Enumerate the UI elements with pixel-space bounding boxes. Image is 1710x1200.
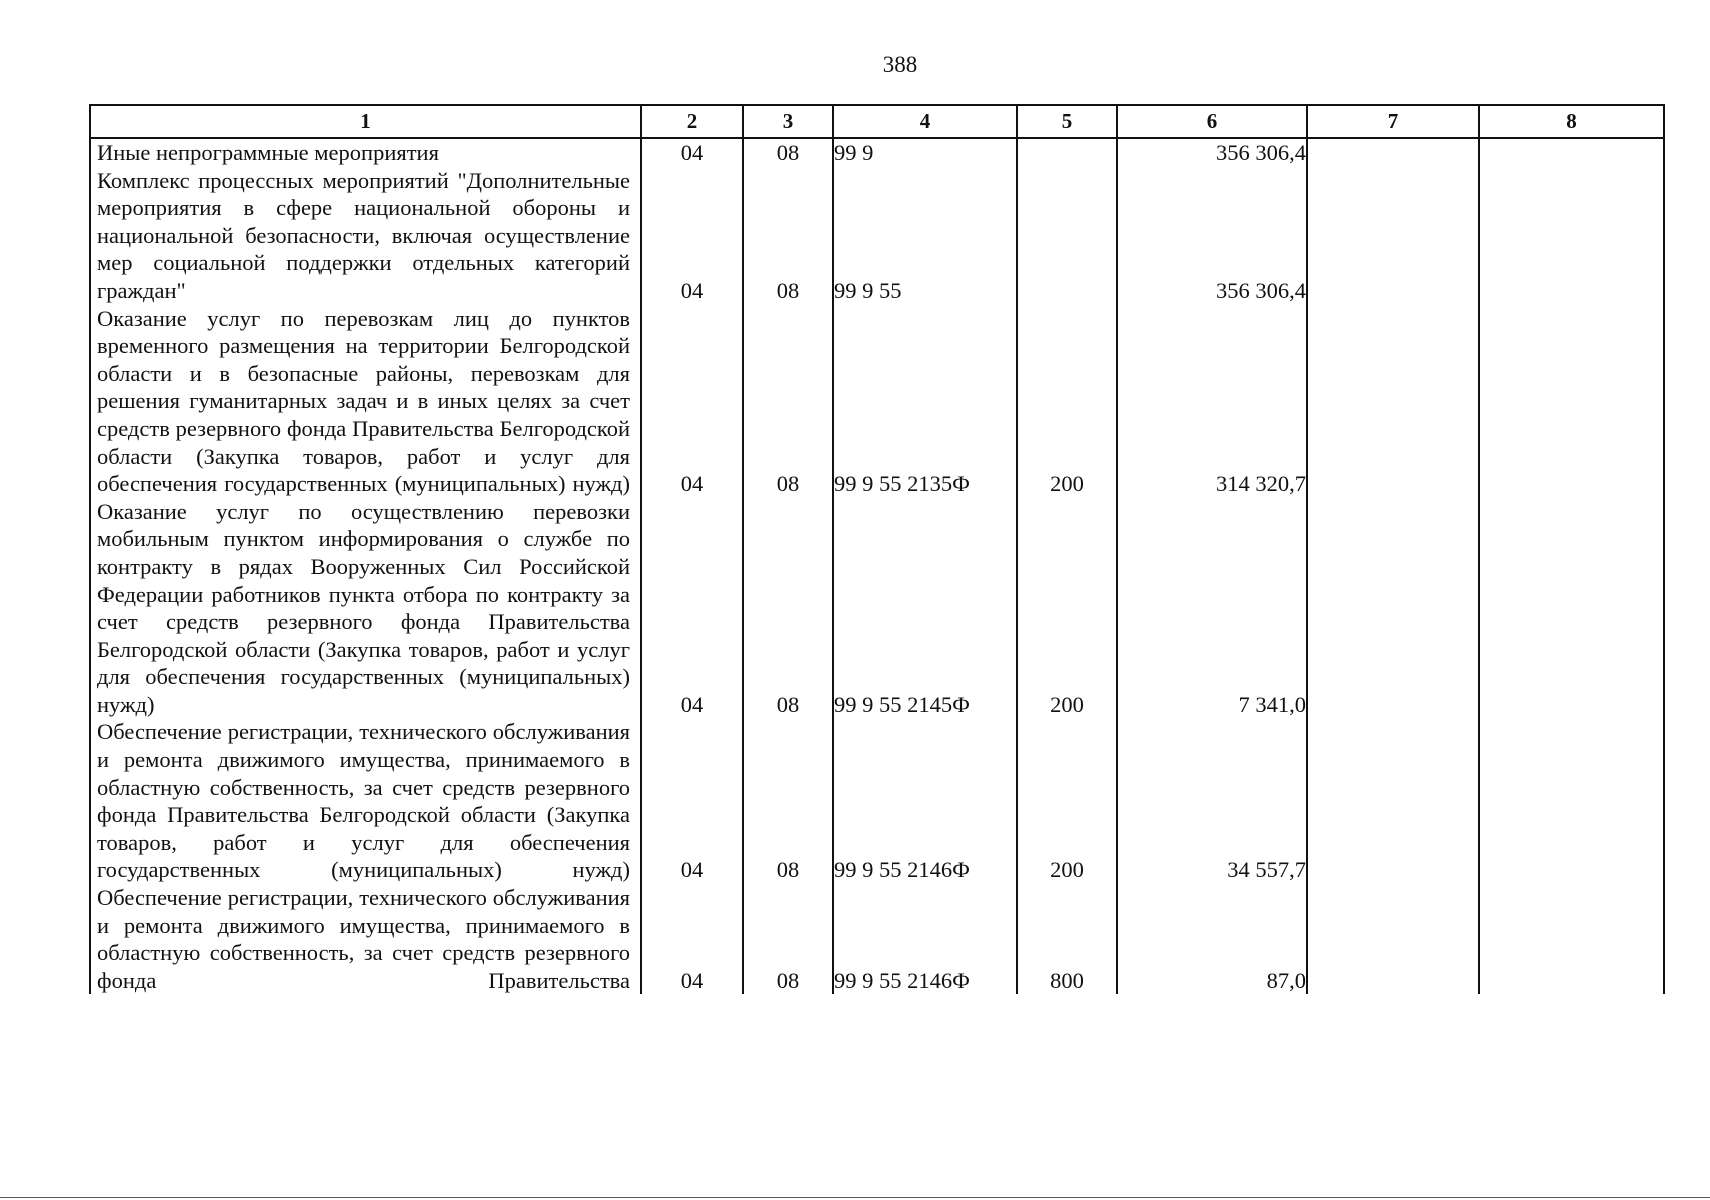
row-description: Обеспечение регистрации, технического обслуживания и ремонта движимого имущества, принимаемого в областную собственность, за счет средств резервного фонда Правительства Белгородской области (Закупка товаров, работ и услуг для обеспечения государственных (муниципальных) нужд) <box>90 718 641 884</box>
row-col7 <box>1307 884 1479 994</box>
row-amount: 314 320,7 <box>1117 305 1307 498</box>
row-expense-type <box>1017 138 1117 167</box>
table-row <box>90 138 1664 167</box>
row-target-article: 99 9 55 2145Ф <box>833 498 1017 719</box>
row-description: Оказание услуг по перевозкам лиц до пунктов временного размещения на территории Белгородской области и в безопасные районы, перевозкам для решения гуманитарных задач и в иных целях за счет средств резервного фонда Правительства Белгородской области (Закупка товаров, работ и услуг для обеспечения государственных (муниципальных) нужд) <box>90 305 641 498</box>
row-description: Обеспечение регистрации, технического обслуживания и ремонта движимого имущества, принимаемого в областную собственность, за счет средств резервного фонда Правительства <box>90 884 641 994</box>
row-subsection-code: 08 <box>743 167 833 305</box>
row-amount: 87,0 <box>1117 884 1307 994</box>
header-cell-4: 4 <box>833 105 1017 138</box>
budget-table <box>89 104 1665 994</box>
row-target-article: 99 9 55 2146Ф <box>833 718 1017 884</box>
row-expense-type: 200 <box>1017 718 1117 884</box>
row-col7 <box>1307 498 1479 719</box>
row-target-article: 99 9 55 <box>833 167 1017 305</box>
row-description: Комплекс процессных мероприятий "Дополнительные мероприятия в сфере национальной обороны и национальной безопасности, включая осуществление мер социальной поддержки отдельных категорий граждан" <box>90 167 641 305</box>
row-col8 <box>1479 305 1664 498</box>
row-col7 <box>1307 718 1479 884</box>
row-target-article: 99 9 <box>833 138 1017 167</box>
row-amount: 356 306,4 <box>1117 167 1307 305</box>
row-section-code: 04 <box>641 718 743 884</box>
row-col8 <box>1479 718 1664 884</box>
row-col7 <box>1307 305 1479 498</box>
row-section-code: 04 <box>641 138 743 167</box>
header-cell-5: 5 <box>1017 105 1117 138</box>
row-col7 <box>1307 138 1479 167</box>
row-description: Оказание услуг по осуществлению перевозки мобильным пунктом информирования о службе по контракту в рядах Вооруженных Сил Российской Федерации работников пункта отбора по контракту за счет средств резервного фонда Правительства Белгородской области (Закупка товаров, работ и услуг для обеспечения государственных (муниципальных) нужд) <box>90 498 641 719</box>
row-expense-type: 200 <box>1017 498 1117 719</box>
table-row <box>90 167 1664 305</box>
row-subsection-code: 08 <box>743 498 833 719</box>
table-row <box>90 498 1664 719</box>
row-col8 <box>1479 884 1664 994</box>
table-row <box>90 884 1664 994</box>
header-cell-6: 6 <box>1117 105 1307 138</box>
row-subsection-code: 08 <box>743 138 833 167</box>
row-col8 <box>1479 498 1664 719</box>
row-section-code: 04 <box>641 167 743 305</box>
row-expense-type <box>1017 167 1117 305</box>
header-cell-8: 8 <box>1479 105 1664 138</box>
table-row <box>90 305 1664 498</box>
table-row <box>90 718 1664 884</box>
header-cell-2: 2 <box>641 105 743 138</box>
row-col7 <box>1307 167 1479 305</box>
row-col8 <box>1479 138 1664 167</box>
row-subsection-code: 08 <box>743 305 833 498</box>
row-section-code: 04 <box>641 884 743 994</box>
row-description: Иные непрограммные мероприятия <box>90 138 641 167</box>
row-subsection-code: 08 <box>743 884 833 994</box>
row-amount: 7 341,0 <box>1117 498 1307 719</box>
row-expense-type: 800 <box>1017 884 1117 994</box>
row-subsection-code: 08 <box>743 718 833 884</box>
header-cell-7: 7 <box>1307 105 1479 138</box>
row-col8 <box>1479 167 1664 305</box>
row-section-code: 04 <box>641 305 743 498</box>
header-cell-1: 1 <box>90 105 641 138</box>
page-bottom-rule <box>0 1197 1710 1198</box>
row-target-article: 99 9 55 2146Ф <box>833 884 1017 994</box>
header-cell-3: 3 <box>743 105 833 138</box>
row-target-article: 99 9 55 2135Ф <box>833 305 1017 498</box>
header-row <box>90 105 1664 138</box>
row-amount: 356 306,4 <box>1117 138 1307 167</box>
row-amount: 34 557,7 <box>1117 718 1307 884</box>
page-number: 388 <box>882 52 918 77</box>
row-section-code: 04 <box>641 498 743 719</box>
budget-table-frame <box>89 104 1663 994</box>
row-expense-type: 200 <box>1017 305 1117 498</box>
